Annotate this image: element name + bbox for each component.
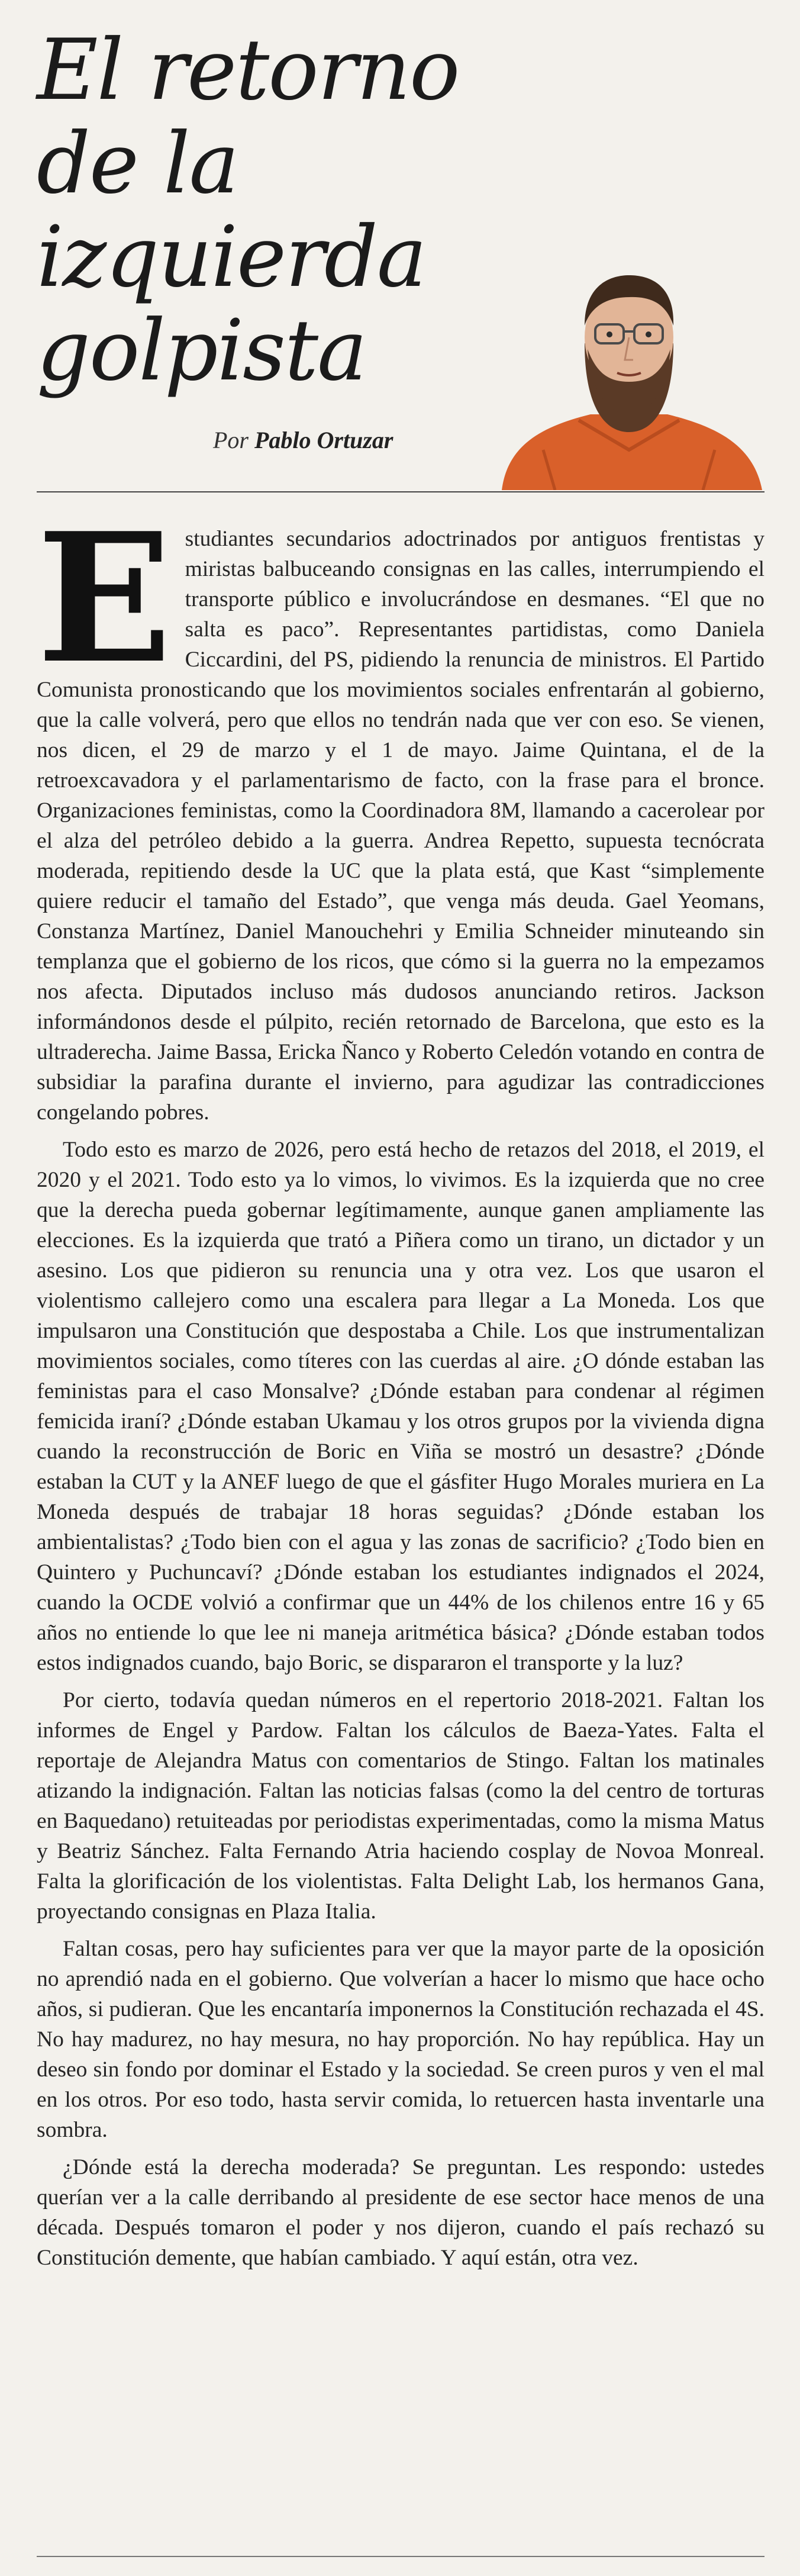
drop-cap: E [37, 494, 172, 703]
article-title: El retorno de la izquierda golpista [37, 21, 459, 400]
byline-prefix: Por [213, 427, 249, 453]
footer-divider [37, 2556, 764, 2557]
paragraph-2: Todo esto es marzo de 2026, pero está hecho de retazos del 2018, el 2019, el 2020 y el 2021. Todo esto ya lo vimos, lo vivimos. Es la izquierda que no cree que la derecha pueda gobernar legítimamente, aunque ganen ampliamente las elecciones. Es la izquierda que trató a Piñera como un tirano, un dictador y un asesino. Los que pidieron su renuncia una y otra vez. Los que usaron el violentismo callejero como una escalera para llegar a La Moneda. Los que impulsaron una Constitución que despostaba a Chile. Los que instrumentalizan movimientos sociales, como títeres con las cuerdas al aire. ¿O dónde estaban las feministas para el caso Monsalve? ¿Dónde estaban para condenar al régimen femicida iraní? ¿Dónde estaban Ukamau y los otros grupos por la vivienda digna cuando la reconstrucción de Boric en Viña se mostró un desastre? ¿Dónde estaban la CUT y la ANEF luego de que el gásfiter Hugo Morales muriera en La Moneda después de trabajar 18 horas seguidas? ¿Dónde estaban los ambientalistas? ¿Todo bien con el agua y las zonas de sacrificio? ¿Todo bien en Quintero y Puchuncaví? ¿Dónde estaban los estudiantes indignados el 2024, cuando la OCDE volvió a confirmar que un 44% de los chilenos entre 16 y 65 años no entiende lo que lee ni maneja aritmética básica? ¿Dónde estaban todos estos indignados cuando, bajo Boric, se dispararon el transporte y la luz? [37, 1138, 764, 1675]
author-portrait [490, 255, 768, 490]
article-body [37, 494, 764, 2280]
paragraph-4: Faltan cosas, pero hay suficientes para ver que la mayor parte de la oposición no aprendió nada en el gobierno. Que volverían a hacer lo mismo que hace ocho años, si pudieran. Que les encantaría imponernos la Constitución rechazada el 4S. No hay madurez, no hay mesura, no hay proporción. No hay república. Hay un deseo sin fondo por dominar el Estado y la sociedad. Se creen puros y ven el mal en los otros. Por eso todo, hasta servir comida, lo retuercen hasta inventarle una sombra. [37, 1937, 764, 2142]
header-divider [37, 491, 764, 492]
byline [213, 426, 393, 454]
paragraph-5: ¿Dónde está la derecha moderada? Se preguntan. Les respondo: ustedes querían ver a la calle derribando al presidente de ese sector hace menos de una década. Después tomaron el poder y nos dijeron, cuando el país rechazó su Constitución demente, que habían cambiado. Y aquí están, otra vez. [37, 2155, 764, 2270]
paragraph-1 [37, 494, 764, 1128]
author-name: Pablo Ortuzar [254, 427, 393, 453]
paragraph-3: Por cierto, todavía quedan números en el repertorio 2018-2021. Faltan los informes de Engel y Pardow. Faltan los cálculos de Baeza-Yates. Falta el reportaje de Alejandra Matus con comentarios de Stingo. Faltan los matinales atizando la indignación. Faltan las noticias falsas (como la del centro de torturas en Baquedano) retuiteadas por periodistas experimentadas, como la misma Matus y Beatriz Sánchez. Falta Fernando Atria haciendo cosplay de Novoa Monreal. Falta la glorificación de los violentistas. Falta Delight Lab, los hermanos Gana, proyectando consignas en Plaza Italia. [37, 1688, 764, 1924]
paragraph-1-text: studiantes secundarios adoctrinados por antiguos frentistas y miristas balbuceando consignas en las calles, interrumpiendo el transporte público e involucrándose en desmanes. “El que no salta es paco”. Representantes partidistas, como Daniela Ciccardini, del PS, pidiendo la renuncia de ministros. El Partido Comunista pronosticando que los movimientos sociales enfrentarán al gobierno, que la calle volverá, pero que ellos no tendrán nada que ver con eso. Se vienen, nos dicen, el 29 de marzo y el 1 de mayo. Jaime Quintana, el de la retroexcavadora y el parlamentarismo de facto, con la frase para el bronce. Organizaciones feministas, como la Coordinadora 8M, llamando a cacerolear por el alza del petróleo debido a la guerra. Andrea Repetto, supuesta tecnócrata moderada, repitiendo desde la UC que la plata está, que Kast “simplemente quiere reducir el tamaño del Estado”, que venga más deuda. Gael Yeomans, Constanza Martínez, Daniel Manouchehri y Emilia Schneider minuteando sin templanza que el gobierno de los ricos, que cómo si la guerra no la empezamos nos afecta. Diputados incluso más dudosos anunciando retiros. Jackson informándonos desde el púlpito, recién retornado de Barcelona, que esto es la ultraderecha. Jaime Bassa, Ericka Ñanco y Roberto Celedón votando en contra de subsidiar la parafina durante el invierno, para agudizar las contradicciones congelando pobres. [37, 527, 764, 1125]
